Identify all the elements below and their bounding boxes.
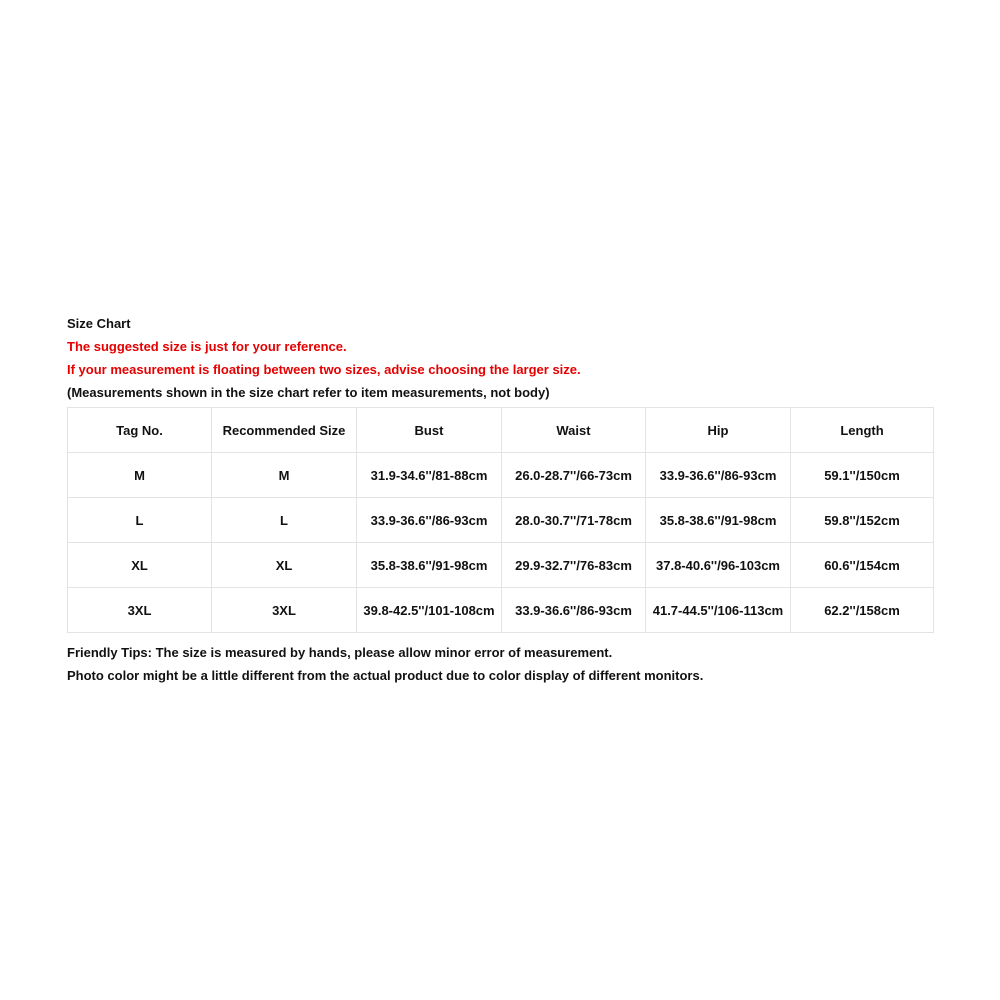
cell-tag-no: M (68, 453, 212, 498)
cell-bust: 33.9-36.6''/86-93cm (357, 498, 502, 543)
cell-tag-no: L (68, 498, 212, 543)
header-bust: Bust (357, 408, 502, 453)
measurement-note: (Measurements shown in the size chart refer to item measurements, not body) (67, 385, 550, 400)
cell-tag-no: 3XL (68, 588, 212, 633)
cell-waist: 28.0-30.7''/71-78cm (502, 498, 646, 543)
cell-hip: 37.8-40.6''/96-103cm (646, 543, 791, 588)
page-title: Size Chart (67, 316, 131, 331)
cell-recommended-size: L (212, 498, 357, 543)
cell-bust: 39.8-42.5''/101-108cm (357, 588, 502, 633)
header-tag-no: Tag No. (68, 408, 212, 453)
cell-waist: 26.0-28.7''/66-73cm (502, 453, 646, 498)
table-row (68, 453, 934, 498)
cell-bust: 35.8-38.6''/91-98cm (357, 543, 502, 588)
header-hip: Hip (646, 408, 791, 453)
header-length: Length (791, 408, 934, 453)
table-row (68, 498, 934, 543)
size-advice-note: If your measurement is floating between two sizes, advise choosing the larger size. (67, 362, 581, 377)
reference-note: The suggested size is just for your reference. (67, 339, 347, 354)
cell-waist: 33.9-36.6''/86-93cm (502, 588, 646, 633)
cell-length: 62.2''/158cm (791, 588, 934, 633)
cell-recommended-size: 3XL (212, 588, 357, 633)
cell-bust: 31.9-34.6''/81-88cm (357, 453, 502, 498)
cell-hip: 33.9-36.6''/86-93cm (646, 453, 791, 498)
table-row (68, 543, 934, 588)
header-recommended-size: Recommended Size (212, 408, 357, 453)
size-table (67, 407, 934, 633)
size-chart-panel (67, 312, 933, 687)
cell-length: 59.1''/150cm (791, 453, 934, 498)
cell-length: 60.6''/154cm (791, 543, 934, 588)
table-header-row (68, 408, 934, 453)
cell-recommended-size: M (212, 453, 357, 498)
cell-tag-no: XL (68, 543, 212, 588)
footer-tips (67, 641, 933, 687)
color-tip: Photo color might be a little different from the actual product due to color display of different monitors. (67, 668, 704, 683)
cell-hip: 41.7-44.5''/106-113cm (646, 588, 791, 633)
cell-recommended-size: XL (212, 543, 357, 588)
cell-length: 59.8''/152cm (791, 498, 934, 543)
header-waist: Waist (502, 408, 646, 453)
cell-waist: 29.9-32.7''/76-83cm (502, 543, 646, 588)
measurement-tip: Friendly Tips: The size is measured by hands, please allow minor error of measurement. (67, 645, 613, 660)
cell-hip: 35.8-38.6''/91-98cm (646, 498, 791, 543)
table-row (68, 588, 934, 633)
